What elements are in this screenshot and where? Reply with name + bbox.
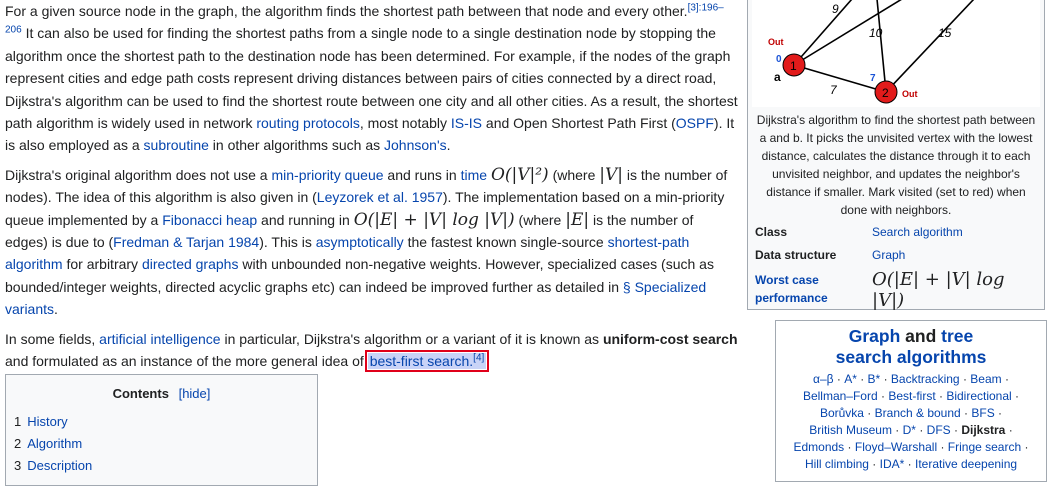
node-a-label: a [774,70,781,84]
node-2-label: 2 [882,86,889,100]
navbox-link[interactable]: Edmonds [793,440,845,454]
navbox-separator: · [904,457,915,471]
navbox-link[interactable]: Backtracking [890,372,960,386]
distance-label: 0 [776,54,782,65]
link-best-first-search[interactable]: best-first search. [369,353,474,370]
distance-label: 7 [870,73,876,84]
navbox-separator: · [877,389,889,403]
navbox-link[interactable]: Branch & bound [874,406,961,420]
toc-title: Contents [112,386,169,401]
navbox-separator: · [994,406,1003,420]
table-of-contents [5,374,318,486]
out-label: Out [768,37,784,47]
navbox-row [782,388,1040,405]
link-specialized-variants[interactable]: § Specialized variants [5,278,707,318]
navbox-separator: · [880,372,891,386]
navbox-link[interactable]: Bellman–Ford [802,389,878,403]
term-uniform-cost-search: uniform-cost search [602,330,738,347]
link-graph[interactable]: Graph [872,248,906,262]
toc-item[interactable]: 1 History [14,414,68,429]
link-time[interactable]: time [460,166,488,183]
navbox-separator: · [959,372,971,386]
reference-3[interactable]: [3]:196–206 [5,2,724,36]
navbox-separator: · [833,372,845,386]
link-johnsons[interactable]: Johnson's [384,137,447,154]
link-search-algorithm[interactable]: Search algorithm [872,225,963,239]
navbox-separator: · [1001,372,1009,386]
reference-4[interactable]: [4] [473,352,485,364]
graph-edge [794,0,902,65]
toc-header: Contents [hide] [112,386,211,401]
dijkstra-animation-figure[interactable] [752,0,1040,107]
navbox-separator: · [950,423,962,437]
toc-hide-link[interactable]: hide [182,386,207,401]
navbox-link[interactable]: Hill climbing [804,457,869,471]
navbox-items [776,371,1046,473]
link-directed-graphs[interactable]: directed graphs [141,256,239,273]
navbox-link[interactable]: BFS [971,406,995,420]
navbox-link[interactable]: Borůvka [819,406,864,420]
link-subroutine[interactable]: subroutine [143,137,209,154]
navbox-link[interactable]: B* [867,372,881,386]
link-min-priority-queue[interactable]: min-priority queue [271,166,384,183]
math-worst-case: O(|E| + |V| log |V|) [872,269,1005,311]
navbox-link[interactable]: DFS [926,423,951,437]
navbox-link[interactable]: IDA* [879,457,905,471]
link-fredman-tarjan[interactable]: Fredman & Tarjan 1984 [113,234,260,251]
navbox-separator: · [1021,440,1029,454]
edge-label: 7 [830,83,837,97]
link-routing-protocols[interactable]: routing protocols [256,115,360,132]
infobox [747,0,1045,310]
navbox-row [782,456,1040,473]
navbox-separator: · [1005,423,1013,437]
navbox-link[interactable]: Best-first [888,389,936,403]
math-e: |E| [565,209,590,230]
highlighted-link[interactable] [368,353,487,369]
row-label: Data structure [755,248,837,262]
navbox-link-graph[interactable]: Graph [848,326,901,346]
article-body [5,0,740,380]
link-asymptotically[interactable]: asymptotically [315,234,404,251]
navbox-row [782,405,1040,422]
navbox-row [782,422,1040,439]
paragraph-3: In some fields, artificial intelligence in particular, Dijkstra's algorithm or a variant of it is known as uniform-cost search and formulated as an instance of the more general idea of best-first search.[4] [5,330,738,370]
link-leyzorek[interactable]: Leyzorek et al. 1957 [316,189,443,206]
navbox-search-algorithms [775,320,1047,482]
navbox-link-tree[interactable]: tree [941,326,974,346]
graph-edge [886,0,974,92]
math-v: |V| [599,164,623,185]
link-fibonacci-heap[interactable]: Fibonacci heap [162,211,258,228]
row-label: Class [755,225,788,239]
navbox-row [782,439,1040,456]
navbox-separator: · [1011,389,1020,403]
math-complexity-elogv: O(|E| + |V| log |V|) [353,209,515,230]
navbox-link[interactable]: British Museum [809,423,892,437]
navbox-link[interactable]: Fringe search [947,440,1022,454]
navbox-link[interactable]: Iterative deepening [914,457,1018,471]
navbox-row [782,371,1040,388]
navbox-link[interactable]: A* [844,372,857,386]
navbox-link[interactable]: Floyd–Warshall [854,440,938,454]
paragraph-2: Dijkstra's original algorithm does not use a min-priority queue and runs in time O(|V|²) (where |V| is the number of nodes). The idea of this algorithm is also given in (Leyzorek et al. 1957). The implementation based on a min-priority queue implemented by a Fibonacci heap and running in O(|E| + |V| log |V|) (where |E| is the number of edges) is due to (Fredman & Tarjan 1984). This is asymptotically the fastest known single-source shortest-path algorithm for arbitrary directed graphs with unbounded non-negative weights. However, specialized cases (such as bounded/integer weights, directed acyclic graphs etc) can indeed be improved further as detailed in § Specialized variants. [5,164,728,318]
navbox-separator: · [863,406,875,420]
link-is-is[interactable]: IS-IS [450,115,483,132]
edge-label: 15 [938,26,952,40]
navbox-link[interactable]: Bidirectional [946,389,1012,403]
navbox-separator: · [960,406,972,420]
paragraph-1: For a given source node in the graph, the algorithm finds the shortest path between that node and every other.$^{[3]:196-206}$ It can also be used for finding the shortest paths from a single node to a single destination node by stopping the algorithm once the shortest path to the destination node has been determined. For example, if the nodes of the graph represent cities and edge path costs represent driving distances between pairs of cities connected by a direct road, Dijkstra's algorithm can be used to find the shortest route between one city and all other cities. As a result, the shortest path algorithm is widely used in network routing protocols, most notably IS-IS and Open Shortest Path First (OSPF). It is also employed as a subroutine in other algorithms such as Johnson's. [5,2,738,154]
edge-label: 9 [832,2,839,16]
toc-list [14,411,317,477]
graph-diagram [752,0,1040,107]
toc-item[interactable]: 2 Algorithm [14,436,83,451]
navbox-title: Graph and tree search algorithms [835,326,987,367]
link-shortest-path-algorithm[interactable]: shortest-path algorithm [5,234,690,273]
math-complexity-v2: O(|V|²) [490,164,549,185]
navbox-link[interactable]: D* [902,423,916,437]
navbox-separator: · [935,389,947,403]
edge-label: 10 [869,26,883,40]
graph-edge [877,0,886,92]
navbox-separator: · [891,423,903,437]
navbox-separator: · [915,423,927,437]
link-artificial-intelligence[interactable]: artificial intelligence [99,330,221,347]
out-label: Out [902,89,918,99]
navbox-link-search-algorithms[interactable]: search algorithms [835,347,987,367]
navbox-current-item: Dijkstra [961,423,1006,437]
toc-item[interactable]: 3 Description [14,458,93,473]
link-ospf[interactable]: OSPF [675,115,714,132]
node-1-label: 1 [790,59,797,73]
link-worst-case-performance[interactable]: Worst case performance [755,273,828,305]
figure-caption: Dijkstra's algorithm to find the shortest path between a and b. It picks the unvisited vertex with the lowest distance, calculates the distance through it to each unvisited neighbor, and updates the neighbor's distance if smaller. Mark visited (set to red) when done with neighbors. [756,113,1036,217]
graph-edge [794,0,852,65]
navbox-separator: · [856,372,868,386]
navbox-link[interactable]: α–β [813,372,834,386]
navbox-separator: · [868,457,880,471]
navbox-separator: · [937,440,948,454]
navbox-separator: · [844,440,855,454]
navbox-link[interactable]: Beam [970,372,1002,386]
